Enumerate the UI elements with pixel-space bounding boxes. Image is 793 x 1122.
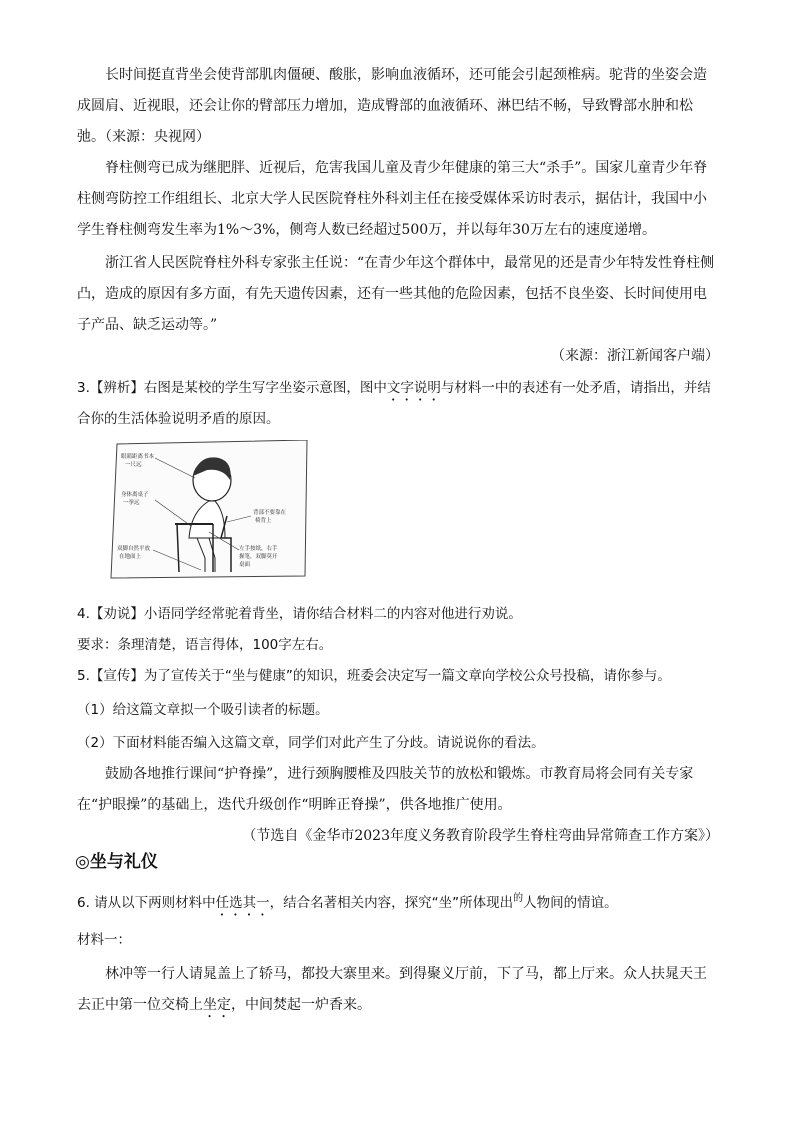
material-1-emphasis: 坐定 (203, 997, 231, 1013)
material-source: （来源：浙江新闻客户端） (551, 348, 719, 364)
material-paragraph-1: 长时间挺直背坐会使背部肌肉僵硬、酸胀，影响血液循环，还可能会引起颈椎病。驼背的坐姿会造成圆肩、近视眼，还会让你的臂部压力增加，造成臀部的血液循环、淋巴结不畅，导致臀部水肿和松弛。（来源：央视网） (77, 67, 707, 145)
question-3 (77, 373, 719, 435)
q6-suffix: 人物间的情谊。 (523, 895, 618, 911)
posture-illustration (109, 440, 309, 580)
figure-label-feet-1: 双脚自然平放 (117, 546, 151, 552)
figure-label-back-1: 背部不要靠在 (253, 510, 287, 516)
question-5-sub-2: （2）下面材料能否编入这篇文章，同学们对此产生了分歧。请说说你的看法。 (77, 735, 545, 751)
figure-label-hands-2: 握笔，双脚莫开 (239, 554, 278, 560)
figure-label-eye-distance-1: 眼睛距离书本 (121, 454, 155, 460)
material-paragraph-3: 浙江省人民医院脊柱外科专家张主任说：“在青少年这个群体中，最常见的还是青少年特发性脊柱侧凸，造成的原因有多方面，有先天遗传因素，还有一些其他的危险因素，包括不良坐姿、长时间使用电子产品、缺乏运动等。” (77, 255, 715, 333)
question-5-material: 鼓励各地推行课间“护脊操”，进行颈胸腰椎及四肢关节的放松和锻炼。市教育局将会同有关专家在“护眼操”的基础上，迭代升级创作“明眸正脊操”，供各地推广使用。 (77, 766, 694, 813)
material-1-label: 材料一： (77, 932, 131, 948)
q6-emphasis: 任选其一 (215, 895, 270, 911)
q3-suffix: 与材料一中的表述有一处矛盾，请指出，并结合你的生活体验说明矛盾的原因。 (77, 380, 711, 427)
q3-emphasis: 文字说明 (386, 380, 441, 396)
q3-prefix: 3.【辨析】右图是某校的学生写字坐姿示意图，图中 (77, 380, 387, 396)
question-6 (77, 888, 719, 920)
material-1-text-b: ，中间焚起一炉香来。 (231, 997, 371, 1013)
question-5-sub-1: （1）给这篇文章拟一个吸引读者的标题。 (77, 702, 329, 718)
question-5: 5.【宣传】为了宣传关于“坐与健康”的知识，班委会决定写一篇文章向学校公众号投稿，请你参与。 (77, 668, 671, 684)
question-4: 4.【劝说】小语同学经常驼着背坐，请你结合材料二的内容对他进行劝说。 (77, 606, 522, 622)
question-4-requirement: 要求：条理清楚，语言得体，100字左右。 (77, 637, 333, 653)
figure-label-body-desk-1: 身体离桌子 (121, 492, 149, 498)
material-paragraph-2: 脊柱侧弯已成为继肥胖、近视后，危害我国儿童及青少年健康的第三大“杀手”。国家儿童青少年脊柱侧弯防控工作组组长、北京大学人民医院脊柱外科刘主任在接受媒体采访时表示，据估计，我国中小学生脊柱侧弯发生率为1%～3%，侧弯人数已经超过500万，并以每年30万左右的速度递增。 (77, 160, 708, 238)
question-5-source: （节选自《金华市2023年度义务教育阶段学生脊柱弯曲异常筛查工作方案》） (242, 828, 719, 844)
q6-superscript: 的 (513, 893, 524, 904)
figure-label-eye-distance-2: 一尺远 (125, 462, 142, 468)
figure-label-hands-1: 左手按纸，右手 (239, 546, 278, 552)
section-title: ◎坐与礼仪 (75, 852, 158, 872)
figure-label-back-2: 椅背上 (255, 518, 272, 524)
material-1-text-a: 林冲等一行人请晁盖上了轿马，都投大寨里来。到得聚义厅前，下了马，都上厅来。众人扶晁天王去正中第一位交椅上 (77, 966, 707, 1013)
q6-prefix: 6. 请从以下两则材料中 (77, 895, 216, 911)
q6-middle: ，结合名著相关内容，探究“坐”所体现出 (269, 895, 514, 911)
figure-label-body-desk-2: 一拳远 (123, 500, 140, 506)
figure-label-hands-3: 桌面 (239, 562, 251, 568)
figure-label-feet-2: 在地面上 (119, 554, 142, 560)
material-1-text (77, 959, 719, 1021)
